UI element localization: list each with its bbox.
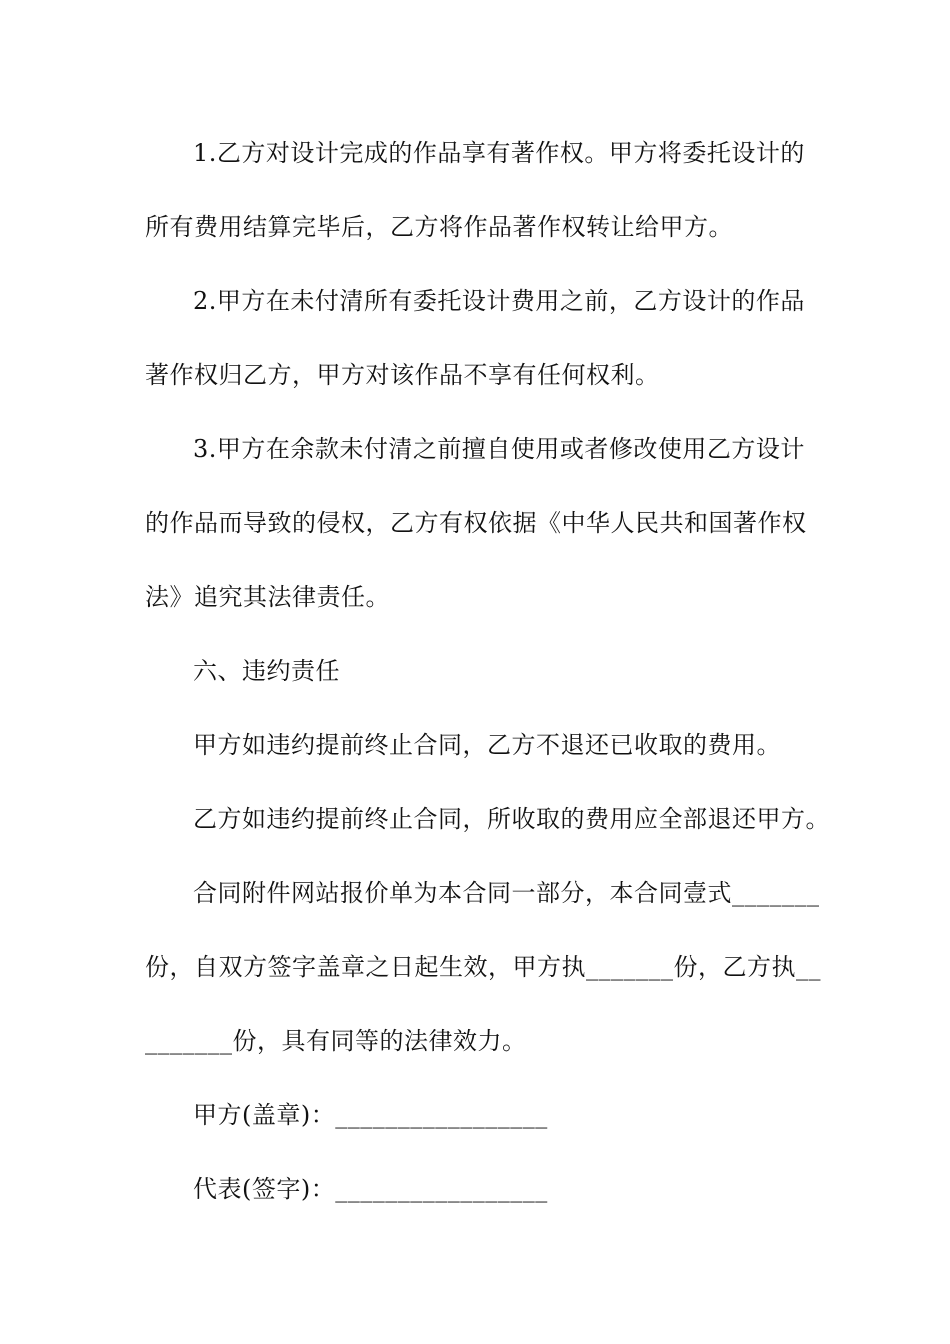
representative-signature: 代表(签字)：_________________ <box>193 1175 548 1203</box>
clause-1-line-1: 1.乙方对设计完成的作品享有著作权。甲方将委托设计的 <box>193 139 805 167</box>
breach-party-b: 乙方如违约提前终止合同，所收取的费用应全部退还甲方。 <box>193 805 830 833</box>
clause-2-line-1: 2.甲方在未付清所有委托设计费用之前，乙方设计的作品 <box>193 287 805 315</box>
breach-party-a: 甲方如违约提前终止合同，乙方不退还已收取的费用。 <box>193 731 781 759</box>
clause-3-line-3: 法》追究其法律责任。 <box>145 583 390 611</box>
clause-3-line-2: 的作品而导致的侵权，乙方有权依据《中华人民共和国著作权 <box>145 509 807 537</box>
section-heading: 六、违约责任 <box>193 657 340 685</box>
clause-2-line-2: 著作权归乙方，甲方对该作品不享有任何权利。 <box>145 361 660 389</box>
clause-3-line-1: 3.甲方在余款未付清之前擅自使用或者修改使用乙方设计 <box>193 435 805 463</box>
copies-line-2: 份，自双方签字盖章之日起生效，甲方执_______份，乙方执__ <box>145 953 821 981</box>
copies-line-1: 合同附件网站报价单为本合同一部分，本合同壹式_______ <box>193 879 820 907</box>
party-a-seal: 甲方(盖章)：_________________ <box>193 1101 548 1129</box>
copies-line-3: _______份，具有同等的法律效力。 <box>145 1027 527 1055</box>
clause-1-line-2: 所有费用结算完毕后，乙方将作品著作权转让给甲方。 <box>145 213 733 241</box>
